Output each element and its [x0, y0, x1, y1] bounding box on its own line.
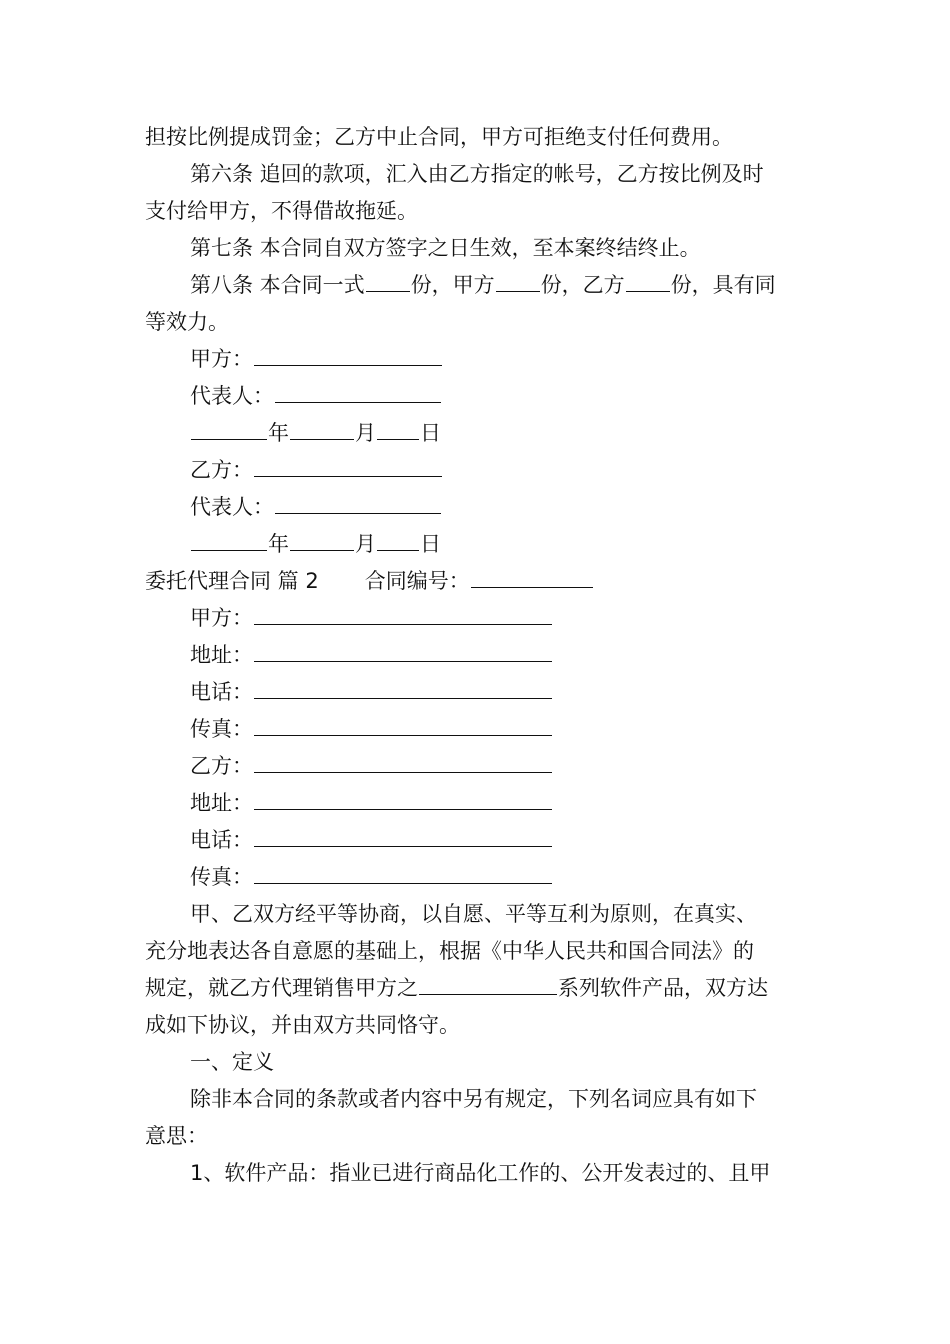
- article-8-line-2: 等效力。: [145, 310, 229, 334]
- article-6-line-2: 支付给甲方，不得借故拖延。: [145, 199, 418, 223]
- definitions-intro-line-2: 意思：: [145, 1124, 208, 1148]
- party-a-signature: 甲方：: [0, 341, 950, 378]
- blank-underline: [626, 267, 670, 292]
- date-blank: [191, 415, 267, 440]
- party-b-address-field: 地址：: [0, 785, 950, 822]
- preamble-line-4: 成如下协议，并由双方共同恪守。: [145, 1013, 460, 1037]
- text-line: 担按比例提成罚金；乙方中止合同，甲方可拒绝支付任何费用。: [145, 125, 733, 149]
- party-a-address-field: 地址：: [0, 637, 950, 674]
- signature-line: [254, 452, 442, 477]
- definition-software-product: 1、软件产品：指业已进行商品化工作的、公开发表过的、且甲: [190, 1161, 771, 1185]
- blank-underline: [496, 267, 540, 292]
- date-blank: [191, 526, 267, 551]
- fill-in-line: [254, 600, 552, 625]
- signature-line: [254, 341, 442, 366]
- fill-in-line: [254, 859, 552, 884]
- party-b-phone-field: 电话：: [0, 822, 950, 859]
- party-b-fax-field: 传真：: [0, 859, 950, 896]
- fill-in-line: [254, 785, 552, 810]
- party-b-date: 年 月 日: [0, 526, 950, 563]
- party-b-representative: 代表人：: [0, 489, 950, 526]
- contract-number-label: 合同编号：: [364, 569, 470, 593]
- section-heading-definitions: 一、定义: [190, 1050, 274, 1074]
- party-a-date: 年 月 日: [0, 415, 950, 452]
- fill-in-line: [254, 711, 552, 736]
- party-a-name-field: 甲方：: [0, 600, 950, 637]
- party-a-fax-field: 传真：: [0, 711, 950, 748]
- date-blank: [290, 415, 354, 440]
- section-title: 委托代理合同 篇 2 合同编号：: [0, 563, 950, 600]
- party-b-signature: 乙方：: [0, 452, 950, 489]
- party-b-name-field: 乙方：: [0, 748, 950, 785]
- contract-number-blank: [471, 563, 593, 588]
- article-8-line-1: 第八条 本合同一式 份，甲方 份，乙方 份，具有同: [0, 267, 950, 304]
- article-6-line-1: 第六条 追回的款项，汇入由乙方指定的帐号，乙方按比例及时: [190, 162, 764, 186]
- party-a-phone-field: 电话：: [0, 674, 950, 711]
- fill-in-line: [254, 637, 552, 662]
- date-blank: [377, 415, 419, 440]
- preamble-line-1: 甲、乙双方经平等协商，以自愿、平等互利为原则，在真实、: [190, 902, 757, 926]
- product-blank: [419, 970, 557, 995]
- date-blank: [290, 526, 354, 551]
- fill-in-line: [254, 674, 552, 699]
- party-a-representative: 代表人：: [0, 378, 950, 415]
- preamble-line-3: 规定，就乙方代理销售甲方之 系列软件产品，双方达: [0, 970, 950, 1007]
- signature-line: [275, 489, 441, 514]
- fill-in-line: [254, 748, 552, 773]
- date-blank: [377, 526, 419, 551]
- preamble-line-2: 充分地表达各自意愿的基础上，根据《中华人民共和国合同法》的: [145, 939, 754, 963]
- article-7: 第七条 本合同自双方签字之日生效，至本案终结终止。: [190, 236, 701, 260]
- definitions-intro-line-1: 除非本合同的条款或者内容中另有规定，下列名词应具有如下: [190, 1087, 757, 1111]
- blank-underline: [366, 267, 410, 292]
- fill-in-line: [254, 822, 552, 847]
- signature-line: [275, 378, 441, 403]
